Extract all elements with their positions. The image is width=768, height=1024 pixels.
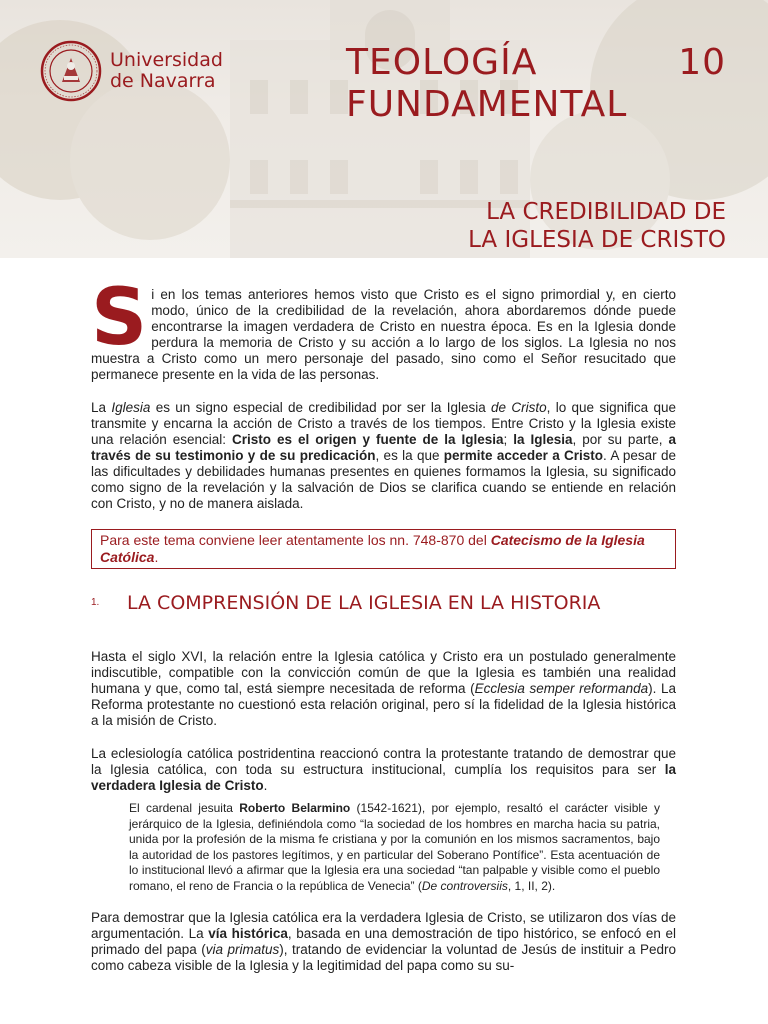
paragraph-5 <box>91 910 676 974</box>
topic-number: 10 <box>678 42 726 83</box>
text-run: , es la que <box>375 448 444 463</box>
text-run: , por su parte, <box>572 432 669 447</box>
catechism-reference: Catecismo de la Iglesia Católica <box>100 532 645 565</box>
text-run: , 1, II, 2). <box>507 878 556 893</box>
document-body <box>91 273 677 991</box>
page-header <box>0 0 768 258</box>
italic-run: via primatus <box>205 942 280 957</box>
topic-title-line-2: LA IGLESIA DE CRISTO <box>468 227 726 253</box>
logo-wordmark <box>110 50 223 92</box>
text-run: es un signo especial de credibilidad por ser la Iglesia <box>150 400 492 415</box>
drop-cap: S <box>91 273 148 363</box>
topic-title <box>468 198 726 254</box>
university-seal-icon <box>40 40 102 102</box>
logo-line-1: Universidad <box>110 49 223 71</box>
bold-run: a través de su testimonio y de su predicación <box>91 432 676 463</box>
callout-text: . <box>154 549 159 565</box>
intro-text: i en los temas anteriores hemos visto que Cristo es el signo primordial y, en cierto modo, único de la credibilidad de la revelación, ahora abordaremos dónde puede encontrarse la imagen verdadera de Cristo en nuestra época. Es en la Iglesia donde perdura la memoria de Cristo y su acción a lo largo de los siglos. La Iglesia no nos muestra a Cristo como un mero personaje del pasado, sino como el Señor resucitado que permanece presente en la vida de las personas. <box>91 287 676 382</box>
callout-text: Para este tema conviene leer atentamente los nn. 748-870 del <box>100 532 491 548</box>
university-logo[interactable] <box>40 40 223 102</box>
paragraph-3 <box>91 649 676 729</box>
text-run: . A pesar de las dificultades y debilidades humanas presentes en quienes formamos la Iglesia, su significado como signo de la revelación y la salvación de Dios se clarifica cuando se entiende en relación con Cristo, y no de manera aislada. <box>91 448 677 511</box>
paragraph-4 <box>91 746 676 794</box>
text-run: El cardenal jesuita <box>129 801 240 815</box>
section-heading-1 <box>91 592 676 614</box>
text-run: , basada en una demostración de tipo histórico, se enfocó en el primado del papa ( <box>91 926 677 957</box>
text-run: ). La Reforma protestante no cuestionó esta relación original, pero sí la fidelidad de la Iglesia histórica a la misión de Cristo. <box>91 681 676 728</box>
paragraph-2 <box>91 400 676 512</box>
course-title <box>346 42 726 126</box>
section-title: LA COMPRENSIÓN DE LA IGLESIA EN LA HISTORIA <box>127 592 601 614</box>
italic-run: Iglesia <box>111 400 151 415</box>
section-number: 1. <box>91 597 100 608</box>
text-run: La eclesiología católica postridentina reaccionó contra la protestante tratando de demostrar que la Iglesia católica, con toda su estructura institucional, cumplía los requisitos para ser <box>91 746 676 777</box>
bold-run: Roberto Belarmino <box>239 801 351 815</box>
bold-run: vía histórica <box>208 926 288 941</box>
bold-run: la Iglesia <box>513 432 573 447</box>
text-run: . <box>263 778 268 793</box>
text-run: Para demostrar que la Iglesia católica era la verdadera Iglesia de Cristo, se utilizaron dos vías de argumentación. La <box>91 910 676 941</box>
logo-line-2: de Navarra <box>110 70 216 92</box>
text-run: (1542-1621), por ejemplo, resaltó el carácter visible y jerárquico de la Iglesia, definiéndola como “la sociedad de los hombres en marcha hacia su patria, unida por la profesión de la misma fe cristiana y por la comunión en los mismos sacramentos, bajo la autoridad de los pastores legítimos, y en particular del Soberano Pontífice”. Esta acentuación de lo institucional llevó a afirmar que la Iglesia era una sociedad “tan palpable y visible como el pueblo romano, el reno de Francia o la república de Venecia” ( <box>129 801 661 893</box>
title-word-2: FUNDAMENTAL <box>346 84 628 125</box>
text-run: , lo que significa que transmite y encarna la acción de Cristo a través de los tiempos. Entre Cristo y la Iglesia existe una relación esencial: <box>91 400 676 447</box>
bold-run: Cristo es el origen y fuente de la Iglesia <box>232 432 504 447</box>
italic-run: de Cristo <box>491 400 547 415</box>
text-run: ; <box>503 432 514 447</box>
text-run: ), tratando de evidenciar la voluntad de Jesús de instituir a Pedro como cabeza visible de la Iglesia y la legitimidad del papa como su su- <box>91 942 676 973</box>
italic-run: Ecclesia semper reformanda <box>474 681 649 696</box>
bold-run: la verdadera Iglesia de Cristo <box>91 762 676 793</box>
reading-callout-box <box>91 529 676 569</box>
text-run: La <box>91 400 112 415</box>
topic-title-line-1: LA CREDIBILIDAD DE <box>486 199 726 225</box>
bold-run: permite acceder a Cristo <box>443 448 604 463</box>
title-word-1: TEOLOGÍA <box>346 42 538 83</box>
text-run: Hasta el siglo XVI, la relación entre la Iglesia católica y Cristo era un postulado generalmente indiscutible, compatible con la convicción común de que la Iglesia es también una realidad humana y que, como tal, está siempre necesitada de reforma ( <box>91 649 676 696</box>
belarmino-quote <box>129 801 660 894</box>
italic-run: De controversiis <box>421 878 508 893</box>
intro-paragraph <box>91 273 676 383</box>
